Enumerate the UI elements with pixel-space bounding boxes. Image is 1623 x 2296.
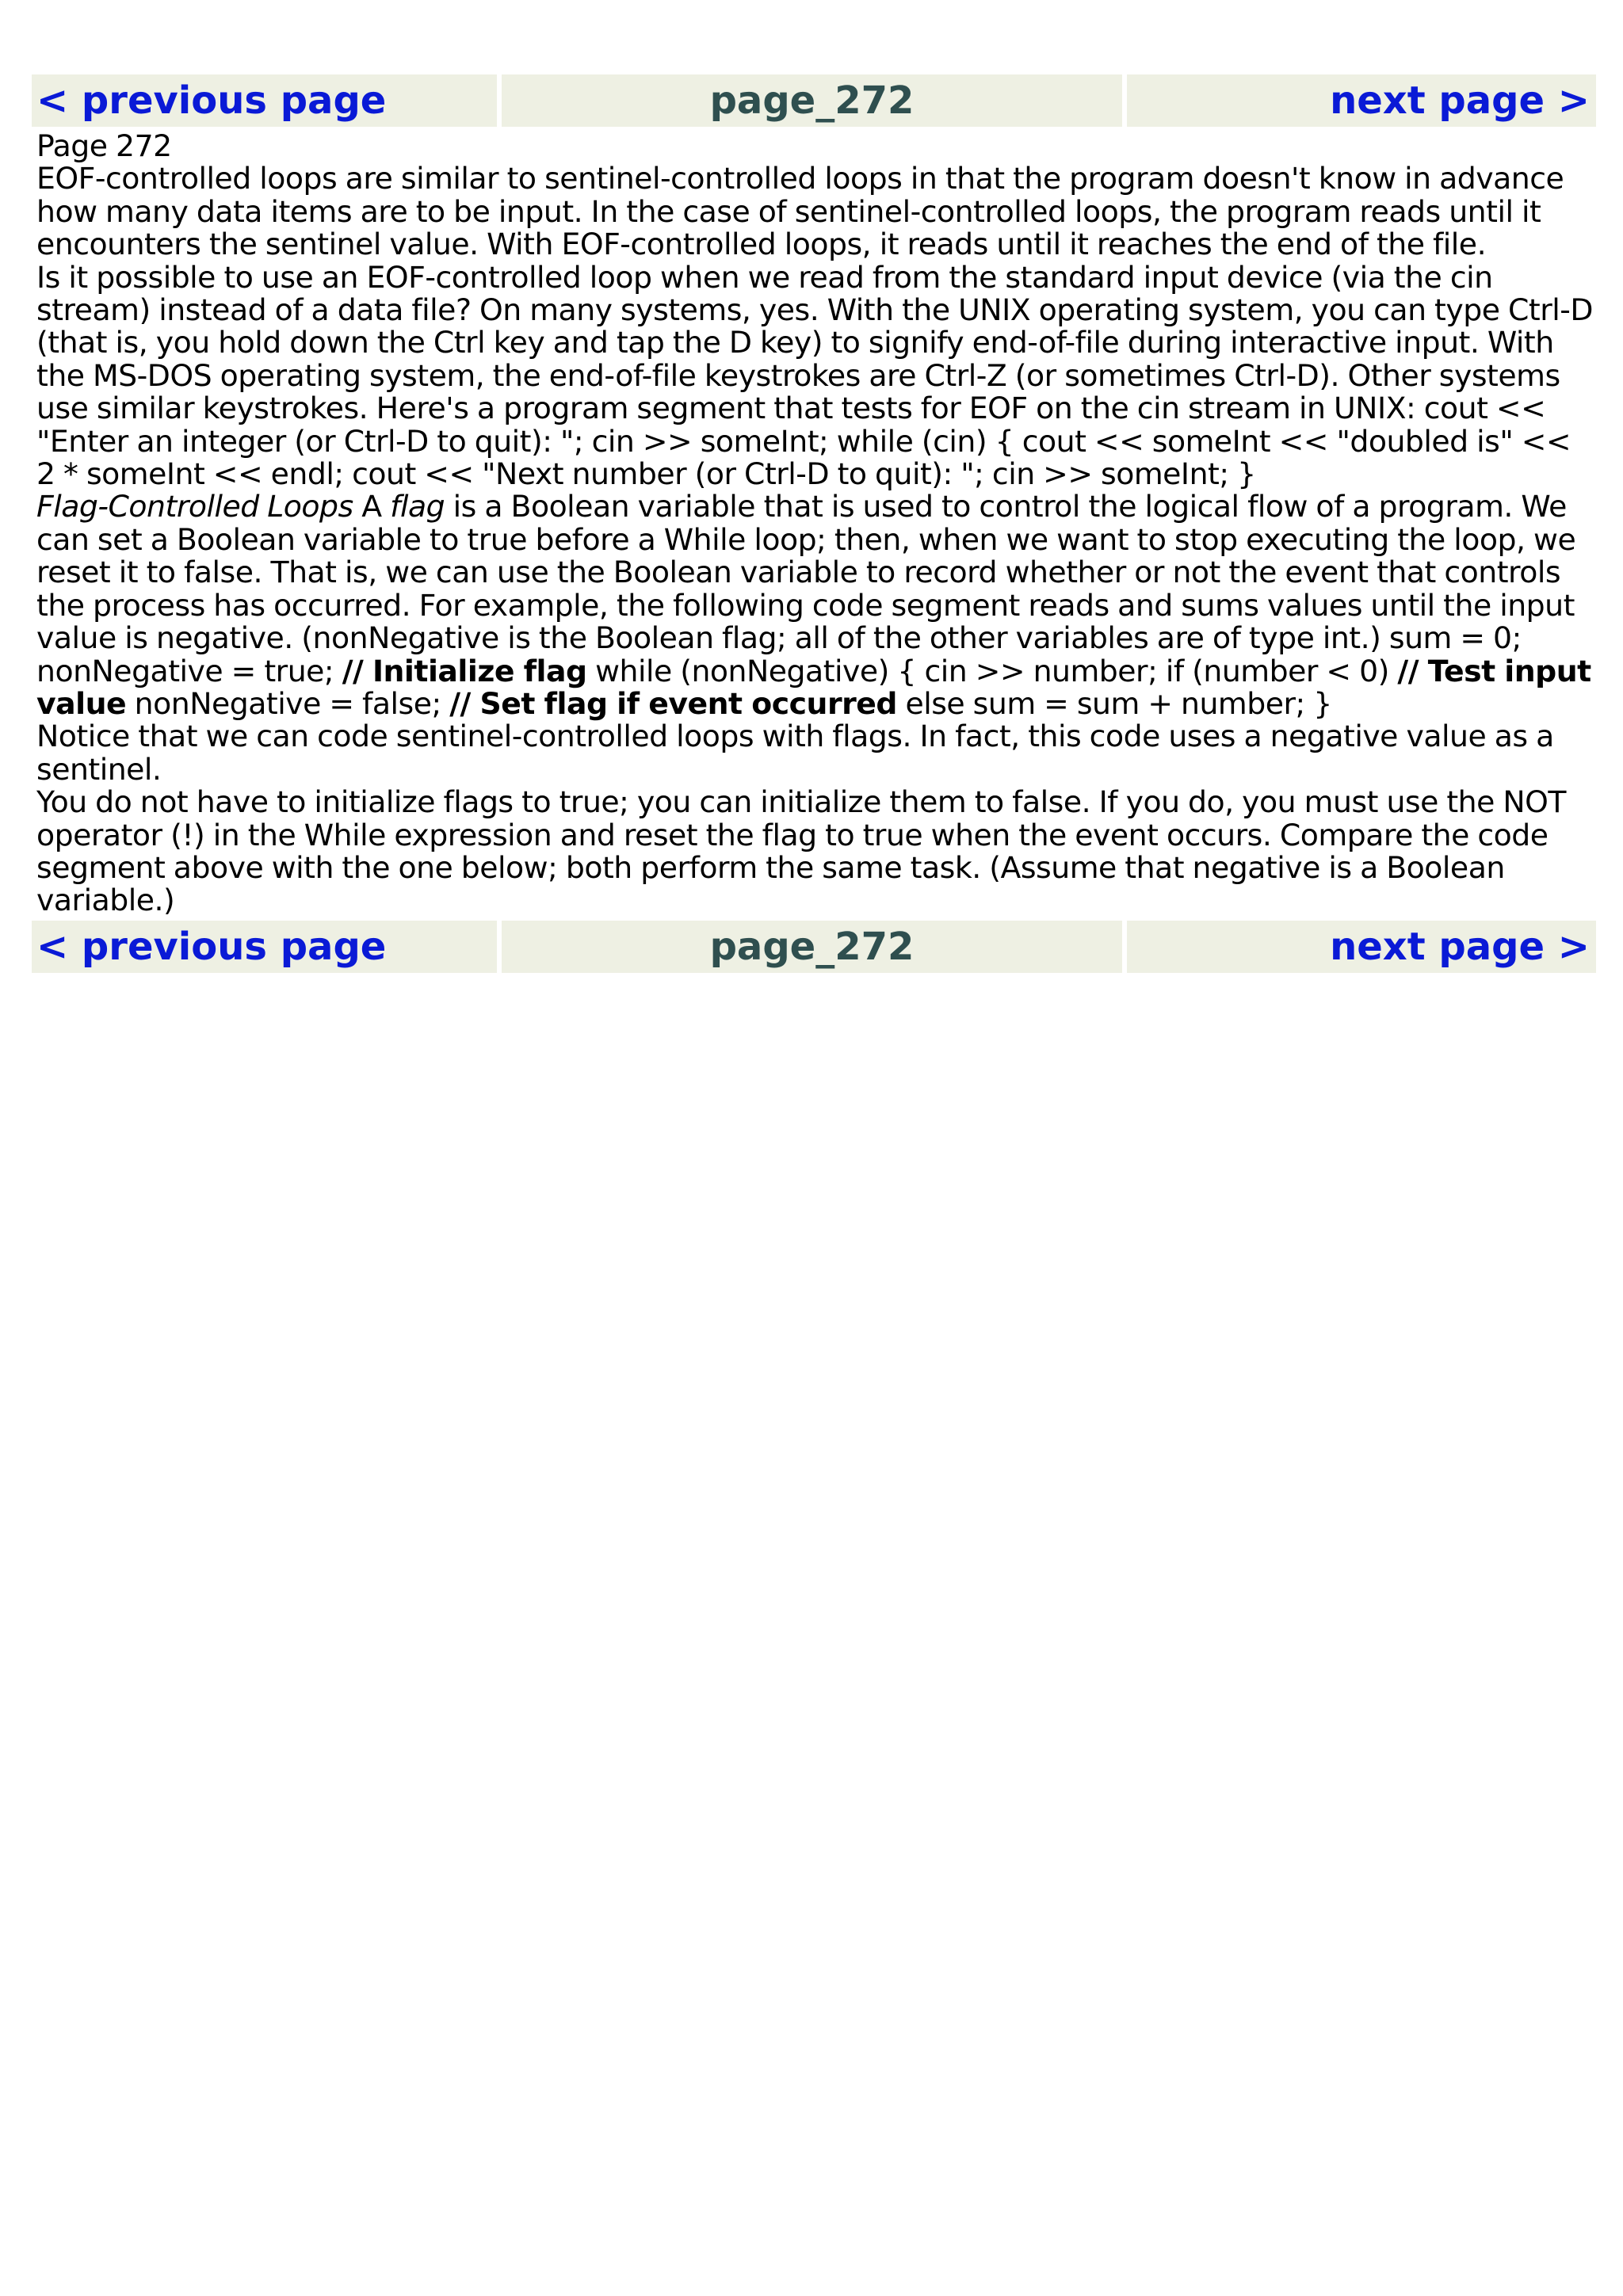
code-set-false: nonNegative = false;: [126, 685, 450, 721]
flag-description: is a Boolean variable that is used to control the logical flow of a program. We can set a Boolean variable to true before a While loop; then, when we want to stop executing the loop, we reset it to false. That is, we can use the Boolean variable to record whether or not the event that controls the process has occurred. For example, the following code segment reads and sums values until the input value is negative. (nonNegative is the Boolean flag; all of the other variables are of type int.) sum = 0; nonNegative = true;: [36, 489, 1576, 688]
page-container: [32, 74, 1596, 973]
flag-loops-heading: Flag-Controlled Loops: [36, 489, 353, 524]
flag-intro: A: [353, 489, 391, 524]
paragraph-eof-cin: Is it possible to use an EOF-controlled loop when we read from the standard input device (via the cin stream) instead of a data file? On many systems, yes. With the UNIX operating system, you can type Ctrl-D (that is, you hold down the Ctrl key and tap the D key) to signify end-of-file during interactive input. With the MS-DOS operating system, the end-of-file keystrokes are Ctrl-Z (or sometimes Ctrl-D). Other systems use similar keystrokes. Here's a program segment that tests for EOF on the cin stream in UNIX: cout << "Enter an integer (or Ctrl-D to quit): "; cin >> someInt; while (cin) { cout << someInt << "doubled is" << 2 * someInt << endl; cout << "Next number (or Ctrl-D to quit): "; cin >> someInt; }: [36, 259, 1593, 492]
page-content: [32, 127, 1596, 921]
top-nav-bar: [32, 74, 1596, 127]
code-else-sum: else sum = sum + number; }: [896, 685, 1332, 721]
code-comment-initialize: // Initialize flag: [342, 653, 587, 688]
paragraph-eof-loops: EOF-controlled loops are similar to sentinel-controlled loops in that the program doesn't know in advance how many data items are to be input. In the case of sentinel-controlled loops, the program reads until it encounters the sentinel value. With EOF-controlled loops, it reads until it reaches the end of the file.: [36, 161, 1564, 262]
bottom-nav-bar: [32, 921, 1596, 973]
flag-term: flag: [390, 489, 445, 524]
code-while-loop: while (nonNegative) { cin >> number; if (number < 0): [586, 653, 1398, 688]
page-heading: Page 272: [36, 128, 172, 163]
bottom-next-page-link[interactable]: next page >: [1127, 921, 1596, 973]
paragraph-sentinel-flags: Notice that we can code sentinel-controlled loops with flags. In fact, this code uses a negative value as a sentinel.: [36, 719, 1554, 787]
code-comment-test: // Test input value: [36, 653, 1591, 721]
top-page-label: page_272: [502, 74, 1122, 127]
code-comment-set-flag: // Set flag if event occurred: [449, 685, 897, 721]
bottom-previous-page-link[interactable]: < previous page: [32, 921, 497, 973]
paragraph-flag-loops: [36, 490, 1593, 720]
paragraph-initialize-false: You do not have to initialize flags to true; you can initialize them to false. If you do, you must use the NOT operator (!) in the While expression and reset the flag to true when the event occurs. Compare the code segment above with the one below; both perform the same task. (Assume that negative is a Boolean variable.): [36, 784, 1567, 918]
top-previous-page-link[interactable]: < previous page: [32, 74, 497, 127]
bottom-page-label: page_272: [502, 921, 1122, 973]
top-next-page-link[interactable]: next page >: [1127, 74, 1596, 127]
